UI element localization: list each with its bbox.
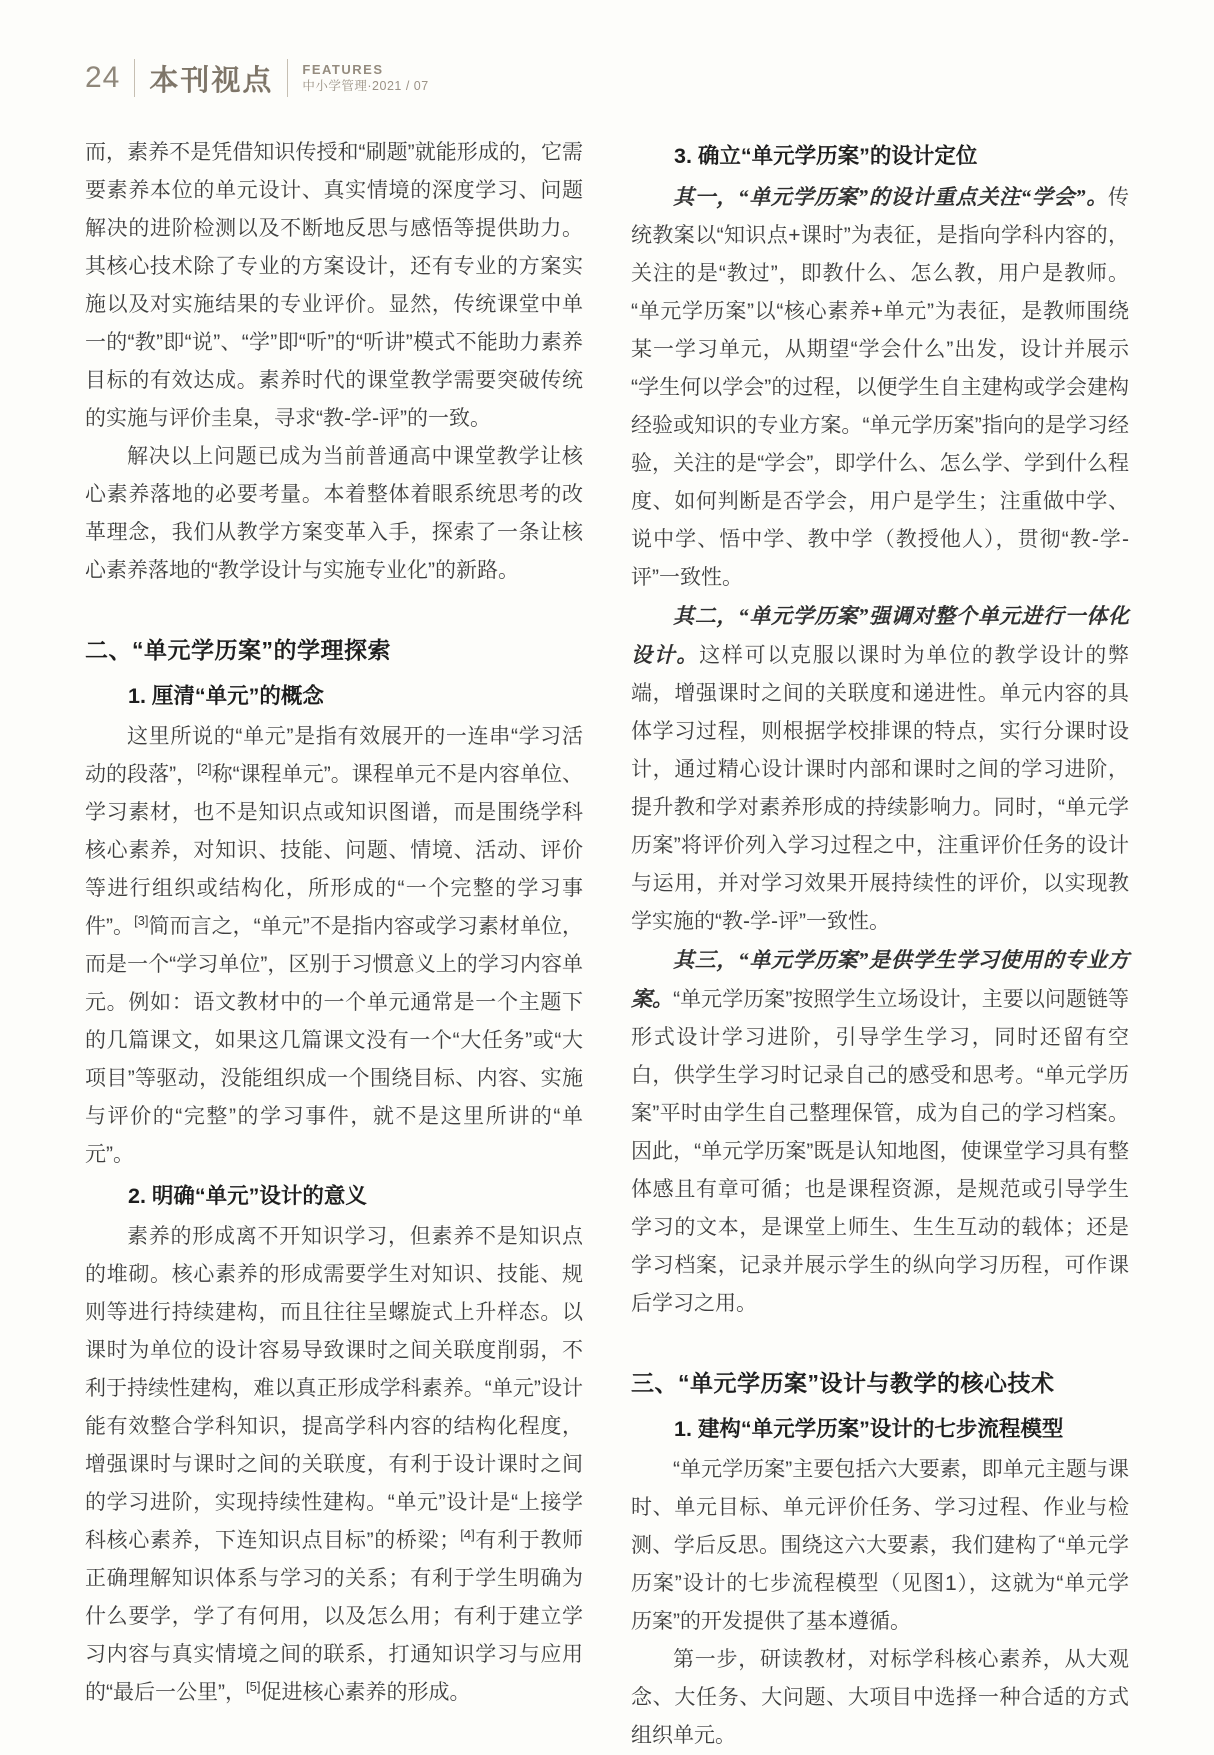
text-run: 简而言之，“单元”不是指内容或学习素材单位，而是一个“学习单位”，区别于习惯意义上的学习内容单元。例如：语文教材中的一个单元通常是一个主题下的几篇课文，如果这几篇课文没有一个“大任务”或“大项目”等驱动，没能组织成一个围绕目标、内容、实施与评价的“完整”的学习事件，就不是这里所讲的“单元”。 [85,915,583,1166]
section-heading: 三、“单元学历案”设计与教学的核心技术 [631,1370,1055,1396]
page-number: 24 [85,61,121,94]
header-divider [134,59,135,97]
section-title-en: FEATURES [302,61,384,77]
left-column [85,134,583,1755]
text-run: 传统教案以“知识点+课时”为表征，是指向学科内容的，关注的是“教过”，即教什么、怎么教，用户是教师。“单元学历案”以“核心素养+单元”为表征，是教师围绕某一学习单元，从期望“学会什么”出发，设计并展示“学生何以学会”的过程，以便学生自主建构或学会建构经验或知识的专业方案。“单元学历案”指向的是学习经验，关注的是“学会”，即学什么、怎么学、学到什么程度、如何判断是否学会，用户是学生；注重做中学、说中学、悟中学、教中学（教授他人），贯彻“教-学-评”一致性。 [631,186,1129,589]
lead-sentence: 其一，“单元学历案”的设计重点关注“学会”。 [673,185,1108,209]
text-run: 这里所说的“单元”是指有效展开的一连串“学习活动的段落”， [85,725,583,786]
text-run: “单元学历案”主要包括六大要素，即单元主题与课时、单元目标、单元评价任务、学习过程、作业与检测、学后反思。围绕这六大要素，我们建构了“单元学历案”设计的七步流程模型（见图1），这就为“单元学历案”的开发提供了基本遵循。 [631,1458,1129,1633]
subsection-heading: 1. 厘清“单元”的概念 [128,684,324,708]
footnote-ref: [4] [460,1527,475,1542]
text-run: 促进核心素养的形成。 [260,1681,471,1704]
footnote-ref: [5] [246,1679,261,1694]
paragraph [631,597,1129,941]
text-run: 这样可以克服以课时为单位的教学设计的弊端，增强课时之间的关联度和递进性。单元内容的具体学习过程，则根据学校排课的特点，实行分课时设计，通过精心设计课时内部和课时之间的学习进阶，提升教和学对素养形成的持续影响力。同时，“单元学历案”将评价列入学习过程之中，注重评价任务的设计与运用，并对学习效果开展持续性的评价，以实现教学实施的“教-学-评”一致性。 [631,644,1130,933]
paragraph [85,718,583,1174]
lead-sentence: 其三，“单元学历案”是供学生学习使用的专业方案。 [631,948,1129,1011]
paragraph [631,1641,1129,1755]
section-heading: 二、“单元学历案”的学理探索 [85,637,391,663]
header-meta [302,61,428,95]
page-header [85,52,1130,104]
paragraph [85,438,583,590]
paragraph [85,1218,583,1712]
footnote-ref: [2] [197,761,212,776]
subsection-heading: 2. 明确“单元”设计的意义 [128,1184,367,1208]
paragraph [631,178,1129,597]
journal-issue: 中小学管理·2021 / 07 [302,79,429,94]
text-run: “单元学历案”按照学生立场设计，主要以问题链等形式设计学习进阶，引导学生学习，同时还留有空白，供学生学习时记录自己的感受和思考。“单元学历案”平时由学生自己整理保管，成为自己的学习档案。因此，“单元学历案”既是认知地图，使课堂学习具有整体感且有章可循；也是课程资源，是规范或引导学生学习的文本，是课堂上师生、生生互动的载体；还是学习档案，记录并展示学生的纵向学习历程，可作课后学习之用。 [631,988,1129,1315]
footnote-ref: [3] [134,913,149,928]
article-body [85,134,1130,1755]
paragraph [85,134,583,438]
text-run: 而，素养不是凭借知识传授和“刷题”就能形成的，它需要素养本位的单元设计、真实情境的深度学习、问题解决的进阶检测以及不断地反思与感悟等提供助力。其核心技术除了专业的方案设计，还有专业的方案实施以及对实施结果的专业评价。显然，传统课堂中单一的“教”即“说”、“学”即“听”的“听讲”模式不能助力素养目标的有效达成。素养时代的课堂教学需要突破传统的实施与评价圭臬，寻求“教-学-评”的一致。 [85,141,583,430]
text-run: 素养的形成离不开知识学习，但素养不是知识点的堆砌。核心素养的形成需要学生对知识、技能、规则等进行持续建构，而且往往呈螺旋式上升样态。以课时为单位的设计容易导致课时之间关联度削弱，不利于持续性建构，难以真正形成学科素养。“单元”设计能有效整合学科知识，提高学科内容的结构化程度，增强课时与课时之间的关联度，有利于设计课时之间的学习进阶，实现持续性建构。“单元”设计是“上接学科核心素养，下连知识点目标”的桥梁； [85,1225,583,1552]
text-run: 称“课程单元”。课程单元不是内容单位、学习素材，也不是知识点或知识图谱，而是围绕学科核心素养，对知识、技能、问题、情境、活动、评价等进行组织或结构化，所形成的“一个完整的学习事件”。 [85,763,583,938]
right-column [631,134,1129,1755]
text-run: 有利于教师正确理解知识体系与学习的关系；有利于学生明确为什么要学，学了有何用，以及怎么用；有利于建立学习内容与真实情境之间的联系，打通知识学习与应用的“最后一公里”， [85,1529,584,1704]
subsection-heading: 1. 建构“单元学历案”设计的七步流程模型 [674,1417,1064,1441]
paragraph [631,941,1129,1323]
section-title: 本刊视点 [149,64,274,97]
text-run: 解决以上问题已成为当前普通高中课堂教学让核心素养落地的必要考量。本着整体着眼系统思考的改革理念，我们从教学方案变革入手，探索了一条让核心素养落地的“教学设计与实施专业化”的新路。 [85,445,583,582]
header-divider [287,59,288,97]
text-run: 第一步，研读教材，对标学科核心素养，从大观念、大任务、大问题、大项目中选择一种合适的方式组织单元。 [631,1648,1129,1747]
subsection-heading: 3. 确立“单元学历案”的设计定位 [674,144,978,168]
paragraph [631,1451,1129,1641]
lead-sentence: 其二，“单元学历案”强调对整个单元进行一体化设计。 [631,604,1129,667]
